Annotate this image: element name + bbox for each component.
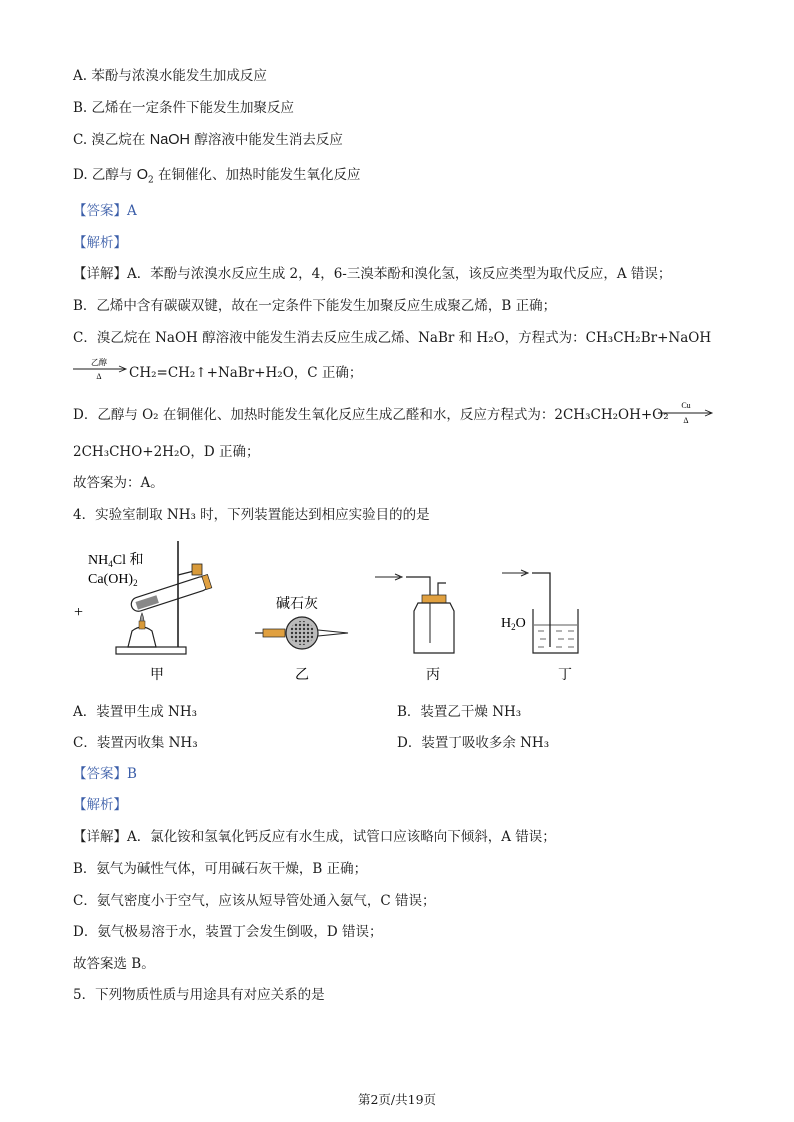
apparatus-yi (255, 596, 348, 683)
apparatus-bing (375, 574, 454, 683)
apparatus-ding (501, 570, 578, 683)
q3-detail-d-continued: 2CH₃CHO+2H₂O，D 正确； (73, 444, 260, 460)
q3-option-d-post: 在铜催化、加热时能发生氧化反应 (153, 167, 361, 183)
q3-option-a: A. 苯酚与浓溴水能发生加成反应 (73, 68, 267, 84)
apparatus-figure (70, 535, 720, 685)
reagent-nh4cl: $NH_4Cl$ 和 (88, 553, 144, 569)
arrow2-condition-top: Cu (681, 401, 691, 410)
q3-option-d-o2: O (136, 167, 148, 183)
q4-detail-d: D．氨气极易溶于水，装置丁会发生倒吸，D 错误； (73, 924, 383, 940)
q3-detail-b: B．乙烯中含有碳碳双键，故在一定条件下能发生加聚反应生成聚乙烯，B 正确； (73, 298, 557, 314)
q4-stem: 4．实验室制取 NH₃ 时，下列装置能达到相应实验目的的是 (73, 507, 430, 523)
q4-analysis-heading: 【解析】 (73, 797, 127, 813)
q4-option-c: C．装置丙收集 NH₃ (73, 735, 198, 751)
caption-jia: 甲 (150, 668, 164, 683)
arrow1-condition-bottom: Δ (96, 372, 102, 381)
reaction-arrow-ethanol (73, 356, 129, 382)
q3-analysis-heading: 【解析】 (73, 235, 127, 251)
q3-option-d (73, 166, 361, 190)
page-footer: 第2页/共19页 (357, 1092, 437, 1107)
q4-detail-b: B．氨气为碱性气体，可用碱石灰干燥，B 正确； (73, 861, 368, 877)
label-water: $H_2O$ (501, 616, 526, 632)
q3-detail-d: D．乙醇与 O₂ 在铜催化、加热时能发生氧化反应生成乙醛和水，反应方程式为：2CH₃CH₂OH+O₂ (73, 407, 669, 423)
q3-answer: 【答案】A (73, 203, 137, 219)
q3-option-c (73, 131, 343, 149)
q4-detail-a: 【详解】A．氯化铵和氢氧化钙反应有水生成，试管口应该略向下倾斜，A 错误； (73, 829, 556, 845)
q4-option-b: B．装置乙干燥 NH₃ (397, 704, 522, 720)
q3-option-c-post: 醇溶液中能发生消去反应 (190, 132, 343, 148)
label-soda-lime: 碱石灰 (276, 597, 318, 612)
q3-option-c-naoh: NaOH (149, 132, 191, 148)
q4-option-a: A．装置甲生成 NH₃ (73, 704, 198, 720)
reagent-caoh2: $Ca(OH)_2$ (88, 572, 138, 588)
q3-detail-a: 【详解】A．苯酚与浓溴水反应生成 2，4，6-三溴苯酚和溴化氢，该反应类型为取代反应，A 错误； (73, 266, 672, 282)
q3-detail-c: C．溴乙烷在 NaOH 醇溶液中能发生消去反应生成乙烯、NaBr 和 H₂O，方程式为：CH₃CH₂Br+NaOH (73, 330, 712, 346)
arrow2-condition-bottom: Δ (683, 416, 689, 425)
q4-option-d: D．装置丁吸收多余 NH₃ (397, 735, 550, 751)
caption-yi: 乙 (295, 668, 309, 683)
q4-answer: 【答案】B (73, 766, 137, 782)
q3-option-b: B. 乙烯在一定条件下能发生加聚反应 (73, 100, 295, 116)
arrow1-condition-top: 乙醇 (91, 358, 107, 367)
q4-conclusion: 故答案选 B。 (73, 956, 155, 972)
q3-option-c-pre: C. 溴乙烷在 (73, 132, 150, 148)
apparatus-drawing (70, 535, 720, 685)
reaction-arrow-cu (658, 399, 714, 427)
caption-bing: 丙 (426, 668, 440, 683)
q3-option-d-sub: 2 (148, 175, 154, 186)
plus-sign: + (74, 604, 84, 621)
q4-detail-c: C．氨气密度小于空气，应该从短导管处通入氨气，C 错误； (73, 893, 436, 909)
q5-stem: 5．下列物质性质与用途具有对应关系的是 (73, 987, 325, 1003)
caption-ding: 丁 (558, 668, 572, 683)
q3-detail-c-continued: CH₂=CH₂↑+NaBr+H₂O，C 正确； (129, 365, 363, 381)
apparatus-jia (74, 541, 212, 683)
q3-conclusion: 故答案为：A。 (73, 475, 164, 491)
q3-option-d-pre: D. 乙醇与 (73, 167, 137, 183)
